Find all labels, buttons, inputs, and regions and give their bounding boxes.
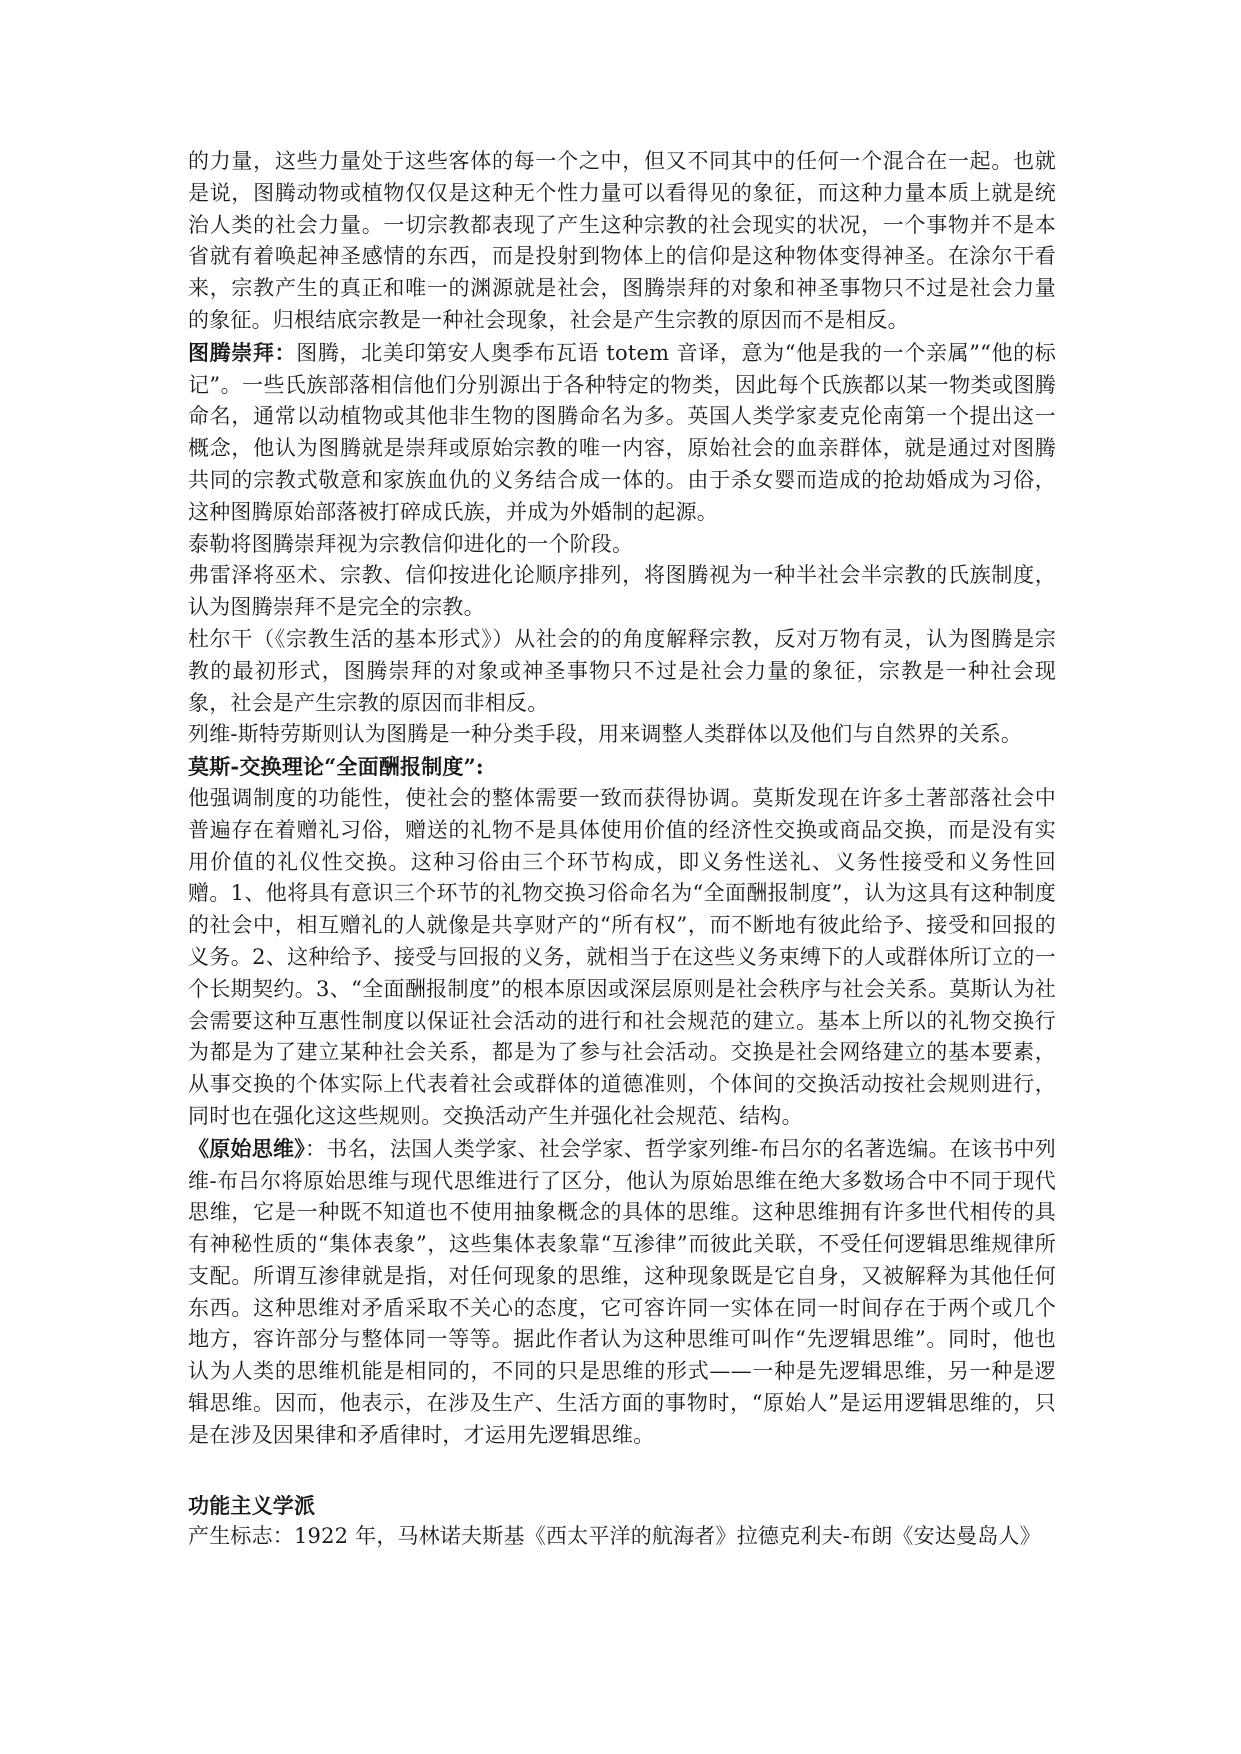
totemism-definition: 图腾，北美印第安人奥季布瓦语 totem 音译，意为“他是我的一个亲属”“他的标记”。一些氏族部落相信他们分别源出于各种特定的物类，因此每个氏族都以某一物类或图腾命名，通常以动植物或其他非生物的图腾命名为多。英国人类学家麦克伦南第一个提出这一概念，他认为图腾就是崇拜或原始宗教的唯一内容，原始社会的血亲群体，就是通过对图腾共同的宗教式敬意和家族血仇的义务结合成一体的。由于杀女婴而造成的抢劫婚成为习俗，这种图腾原始部落被打碎成氏族，并成为外婚制的起源。: [188, 340, 1057, 524]
paragraph-totemism: [188, 337, 1056, 529]
primitive-mentality-definition: ：书名，法国人类学家、社会学家、哲学家列维-布吕尔的名著选编。在该书中列维-布吕尔将原始思维与现代思维进行了区分，他认为原始思维在绝大多数场合中不同于现代思维，它是一种既不知道也不使用抽象概念的具体的思维。这种思维拥有许多世代相传的具有神秘性质的“集体表象”，这些集体表象靠“互渗律”而彼此关联，不受任何逻辑思维规律所支配。所谓互渗律就是指，对任何现象的思维，这种现象既是它自身，又被解释为其他任何东西。这种思维对矛盾采取不关心的态度，它可容许同一实体在同一时间存在于两个或几个地方，容许部分与整体同一等等。据此作者认为这种思维可叫作“先逻辑思维”。同时，他也认为人类的思维机能是相同的，不同的只是思维的形式——一种是先逻辑思维，另一种是逻辑思维。因而，他表示，在涉及生产、生活方面的事物时，“原始人”是运用逻辑思维的，只是在涉及因果律和矛盾律时，才运用先逻辑思维。: [188, 1136, 1056, 1447]
section-gap: [188, 1452, 1056, 1490]
paragraph-functionalism-origin: 产生标志：1922 年，马林诺夫斯基《西太平洋的航海者》拉德克利夫-布朗《安达曼岛人》: [188, 1524, 1041, 1549]
paragraph-tylor: 泰勒将图腾崇拜视为宗教信仰进化的一个阶段。: [188, 531, 634, 556]
heading-mauss-exchange: 莫斯-交换理论“全面酬报制度”:: [188, 754, 484, 780]
paragraph-levi-strauss: 列维-斯特劳斯则认为图腾是一种分类手段，用来调整人类群体以及他们与自然界的关系。: [188, 722, 1023, 747]
paragraph-frazer: 弗雷泽将巫术、宗教、信仰按进化论顺序排列，将图腾视为一种半社会半宗教的氏族制度，认为图腾崇拜不是完全的宗教。: [188, 563, 1056, 620]
term-totemism: 图腾崇拜：: [188, 339, 297, 365]
term-primitive-mentality: 《原始思维》: [188, 1135, 305, 1161]
paragraph-durkheim: 杜尔干（《宗教生活的基本形式》）从社会的的角度解释宗教，反对万物有灵，认为图腾是宗教的最初形式，图腾崇拜的对象或神圣事物只不过是社会力量的象征，宗教是一种社会现象，社会是产生宗教的原因而非相反。: [188, 626, 1056, 715]
paragraph-mauss: 他强调制度的功能性，使社会的整体需要一致而获得协调。莫斯发现在许多土著部落社会中普遍存在着赠礼习俗，赠送的礼物不是具体使用价值的经济性交换或商品交换，而是没有实用价值的礼仪性交换。这种习俗由三个环节构成，即义务性送礼、义务性接受和义务性回赠。1、他将具有意识三个环节的礼物交换习俗命名为“全面酬报制度”，认为这具有这种制度的社会中，相互赠礼的人就像是共享财产的“所有权”，而不断地有彼此给予、接受和回报的义务。2、这种给予、接受与回报的义务，就相当于在这些义务束缚下的人或群体所订立的一个长期契约。3、“全面酬报制度”的根本原因或深层原则是社会秩序与社会关系。莫斯认为社会需要这种互惠性制度以保证社会活动的进行和社会规范的建立。基本上所以的礼物交换行为都是为了建立某种社会关系，都是为了参与社会活动。交换是社会网络建立的基本要素，从事交换的个体实际上代表着社会或群体的道德准则，个体间的交换活动按社会规则进行，同时也在强化这这些规则。交换活动产生并强化社会规范、结构。: [188, 785, 1056, 1128]
paragraph-durkheim-continued: 的力量，这些力量处于这些客体的每一个之中，但又不同其中的任何一个混合在一起。也就是说，图腾动物或植物仅仅是这种无个性力量可以看得见的象征，而这种力量本质上就是统治人类的社会力量。一切宗教都表现了产生这种宗教的社会现实的状况，一个事物并不是本省就有着唤起神圣感情的东西，而是投射到物体上的信仰是这种物体变得神圣。在涂尔干看来，宗教产生的真正和唯一的渊源就是社会，图腾崇拜的对象和神圣事物只不过是社会力量的象征。归根结底宗教是一种社会现象，社会是产生宗教的原因而不是相反。: [188, 149, 1056, 332]
paragraph-primitive-mentality: [188, 1133, 1056, 1452]
document-page: [188, 146, 1056, 1553]
heading-functionalism: 功能主义学派: [188, 1492, 316, 1518]
